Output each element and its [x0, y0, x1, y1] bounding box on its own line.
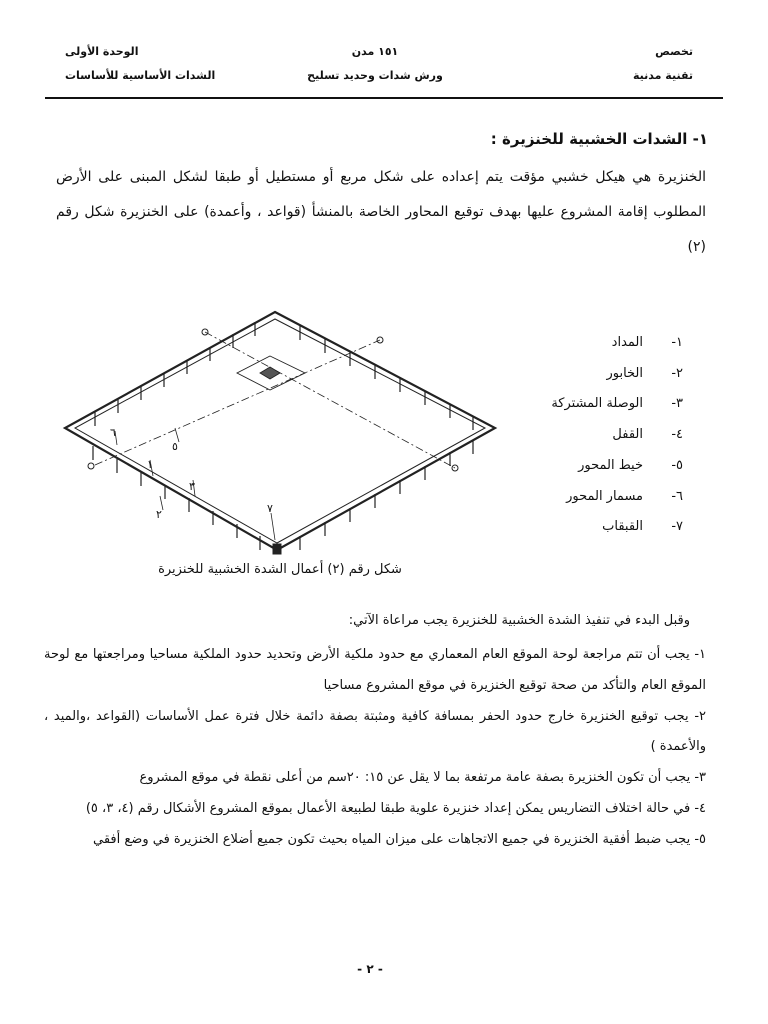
page-number: - ٢ -: [357, 962, 383, 976]
header-right-line2: تقنية مدنية: [633, 69, 693, 82]
figure-legend: [463, 328, 683, 543]
header-specialty: [633, 40, 693, 88]
batter-board-figure: [55, 300, 505, 560]
legend-label: مسمار المحور: [566, 488, 643, 504]
legend-label: الوصلة المشتركة: [551, 396, 643, 412]
header-left-line2: الشدات الأساسية للأساسات: [65, 69, 216, 82]
requirement-item: ٤- في حالة اختلاف التضاريس يمكن إعداد خنزيرة علوية طبقا لطبيعة الأعمال بموقع المشروع الأشكال رقم (٤، ٣، ٥): [85, 800, 706, 816]
header-unit: [65, 40, 215, 88]
legend-number: ٧-: [671, 519, 683, 535]
legend-number: ٤-: [671, 427, 683, 443]
legend-item: [463, 512, 683, 543]
requirements-list: [44, 640, 706, 856]
legend-label: الخابور: [606, 365, 643, 381]
header-left-line1: الوحدة الأولى: [65, 45, 139, 58]
header-right-line1: تخصص: [655, 45, 693, 58]
requirement-item: ٥- يجب ضبط أفقية الخنزيرة في جميع الاتجاهات على ميزان المياه بحيث تكون جميع أضلاع الخنزيرة في وضع أفقي: [93, 831, 706, 847]
page-header: [45, 40, 723, 96]
requirement-item: ٣- يجب أن تكون الخنزيرة بصفة عامة مرتفعة بما لا يقل عن ١٥: ٢٠سم من أعلى نقطة في موقع المشروع: [139, 770, 706, 786]
header-course: [295, 40, 455, 88]
figure-caption: شكل رقم (٢) أعمال الشدة الخشبية للخنزيرة: [158, 562, 402, 577]
legend-label: خيط المحور: [578, 457, 643, 473]
callout-7: ٧: [267, 502, 273, 515]
legend-number: ٥-: [671, 457, 683, 473]
section-title: ١- الشدات الخشبية للخنزيرة :: [490, 130, 708, 148]
legend-number: ٢-: [671, 365, 683, 381]
callout-1: ١: [147, 458, 153, 471]
legend-item: [463, 482, 683, 513]
legend-label: القفل: [612, 427, 643, 443]
legend-label: القبقاب: [602, 519, 643, 535]
requirements-intro: وقبل البدء في تنفيذ الشدة الخشبية للخنزيرة يجب مراعاة الآتي:: [348, 613, 690, 628]
legend-number: ١-: [671, 335, 683, 350]
legend-item: [463, 451, 683, 482]
callout-3: ٣: [189, 480, 195, 493]
requirement-item: ١- يجب أن تتم مراجعة لوحة الموقع العام المعماري مع حدود ملكية الأرض وتحديد حدود الملكية مساحيا ومراجعتها مع لوحة الموقع العام والتأكد من صحة توقيع الخنزيرة في موقع المشروع مساحيا: [44, 647, 706, 693]
legend-number: ٦-: [671, 488, 683, 504]
header-center-line1: ١٥١ مدن: [351, 45, 399, 58]
callout-5: ٥: [172, 440, 178, 453]
legend-item: [463, 359, 683, 390]
legend-number: ٣-: [671, 396, 683, 412]
legend-item: [463, 389, 683, 420]
callout-6: ٦: [110, 426, 116, 439]
legend-label: المداد: [611, 335, 643, 350]
legend-item: [463, 420, 683, 451]
header-divider: [45, 97, 723, 99]
header-center-line2: ورش شدات وحديد تسليح: [307, 69, 443, 82]
callout-2: ٢: [156, 508, 162, 521]
section-paragraph: الخنزيرة هي هيكل خشبي مؤقت يتم إعداده على شكل مربع أو مستطيل أو طبقا لشكل المبنى على الأرض المطلوب إقامة المشروع عليها بهدف توقيع المحاور الخاصة بالمنشأ (قواعد ، وأعمدة) على الخنزيرة شكل رقم (٢): [56, 169, 706, 255]
legend-item: [463, 328, 683, 359]
frame-drawing: [65, 312, 495, 554]
requirement-item: ٢- يجب توقيع الخنزيرة خارج حدود الحفر بمسافة كافية ومثبتة بصفة دائمة خلال فترة عمل الأساسات (القواعد ،والميد ، والأعمدة ): [44, 708, 706, 755]
